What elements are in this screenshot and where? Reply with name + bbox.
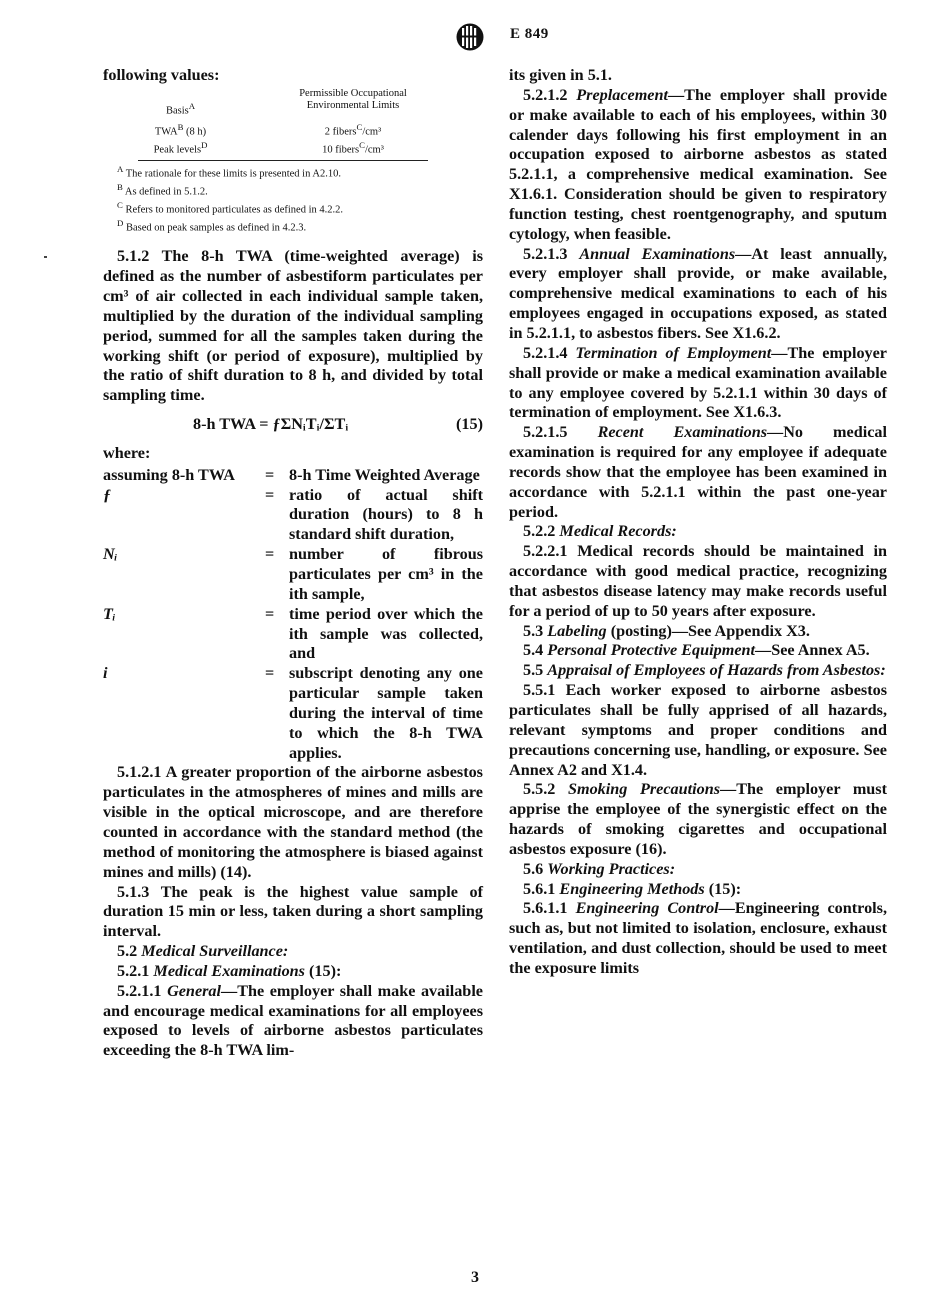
limits-table bbox=[103, 88, 483, 236]
definition-item: ƒ = ratio of actual shift duration (hours) to 8 h standard shift duration, bbox=[103, 485, 483, 544]
paragraph-5-2-1-5: 5.2.1.5 Recent Examinations—No medical examination is required for any employee if adequate records show that the employee has been examined in accordance with 5.2.1.1 within the past one-year period. bbox=[509, 423, 887, 521]
paragraph-5-1-2-1: 5.1.2.1 A greater proportion of the airborne asbestos particulates in the atmospheres of mines and mills are visible in the optical microscope, and are therefore counted in accordance with the standard method (the method of monitoring the atmosphere is biased against mines and mills) (14). bbox=[103, 763, 483, 881]
heading-5-5: 5.5 Appraisal of Employees of Hazards from Asbestos: bbox=[523, 661, 886, 680]
paragraph-5-2-1-1: 5.2.1.1 General—The employer shall make available and encourage medical examinations for all employees exposed to levels of airborne asbestos particulates exceeding the 8-h TWA lim- bbox=[103, 981, 483, 1060]
paragraph-5-3: 5.3 Labeling (posting)—See Appendix X3. bbox=[523, 621, 810, 640]
paragraph-5-5-1: 5.5.1 Each worker exposed to airborne asbestos particulates shall be fully apprised of all hazards, relevant symptoms and proper conditions and precautions concerning use, handling, or exposure. See Annex A2 and X1.4. bbox=[509, 681, 887, 779]
definitions-list bbox=[103, 466, 483, 764]
table-header-basis: Basis$^A$ bbox=[165, 100, 196, 117]
heading-5-2-2: 5.2.2 Medical Records: bbox=[523, 522, 677, 541]
heading-5-6: 5.6 Working Practices: bbox=[523, 859, 676, 878]
twa-formula bbox=[103, 406, 483, 444]
right-column bbox=[509, 66, 887, 979]
paragraph-5-2-1-3: 5.2.1.3 Annual Examinations—At least annually, every employer shall provide, or make available, comprehensive medical examinations to each of his employees engaged in occupations exposed, as stated in 5.2.1.1, to asbestos fibers. See X1.6.2. bbox=[509, 244, 887, 342]
definition-item: Nᵢ = number of fibrous particulates per cm³ in the ith sample, bbox=[103, 545, 483, 603]
table-row: $TWA^B$ (8 h) 2 fibers$^C$/cm³ bbox=[154, 122, 382, 138]
paragraph-5-2-1-2: 5.2.1.2 Preplacement—The employer shall provide or make available to each of his employees, within 30 calender days following his first employment in an occupation exposed to airborne asbestos as stated 5.2.1.1, a comprehensive medical examination. See X1.6.1. Consideration should be given to respiratory function testing, chest roentgenography, and sputum cytology, when feasible. bbox=[509, 85, 888, 243]
paragraph-5-2-1-4: 5.2.1.4 Termination of Employment—The employer shall provide or make a medical examination available to any employee covered by 5.2.1.1 within 30 days of termination of employment. See X1.6.3. bbox=[509, 343, 887, 422]
astm-logo-icon bbox=[455, 22, 485, 57]
standard-designation: E 849 bbox=[510, 26, 549, 42]
definition-item: assuming 8-h TWA = 8-h Time Weighted Average bbox=[103, 465, 480, 484]
table-header-limits: Permissible Occupational Environmental Limits bbox=[299, 87, 407, 111]
heading-5-2: 5.2 Medical Surveillance: bbox=[117, 942, 289, 961]
paragraph-5-1-3: 5.1.3 The peak is the highest value sample of duration 15 min or less, taken during a short sampling interval. bbox=[103, 882, 483, 941]
scan-speck bbox=[44, 256, 47, 258]
table-row: Peak levels$^D$ 10 fibers$^C$/cm³ bbox=[153, 139, 384, 156]
definition-item: Tᵢ = time period over which the ith sample was collected, and bbox=[103, 604, 483, 663]
formula-expression: 8-h TWA = ƒΣNᵢTᵢ/ΣTᵢ bbox=[193, 415, 349, 434]
heading-5-2-1: 5.2.1 Medical Examinations (15): bbox=[117, 961, 342, 980]
where-label: where: bbox=[103, 443, 151, 462]
table-divider bbox=[138, 160, 428, 161]
heading-5-6-1: 5.6.1 Engineering Methods (15): bbox=[523, 879, 742, 898]
paragraph-5-4: 5.4 Personal Protective Equipment—See Annex A5. bbox=[523, 641, 870, 660]
table-footnote: $^A$ The rationale for these limits is presented in A2.10. bbox=[117, 164, 341, 180]
table-footnote: $^B$ As defined in 5.1.2. bbox=[117, 182, 208, 198]
page-header bbox=[0, 22, 950, 52]
paragraph-5-5-2: 5.5.2 Smoking Precautions—The employer must apprise the employee of the synergistic effect on the hazards of smoking cigarettes and occupational asbestos exposure (16). bbox=[509, 780, 888, 858]
paragraph-5-2-2-1: 5.2.2.1 Medical records should be maintained in accordance with good medical practice, recognizing that asbestos disease latency may make records useful for a period of up to 50 years after exposure. bbox=[509, 542, 887, 620]
left-column bbox=[103, 66, 483, 1061]
intro-text: following values: bbox=[103, 66, 220, 84]
paragraph-5-6-1-1: 5.6.1.1 Engineering Control—Engineering controls, such as, but not limited to isolation, enclosure, exhaust ventilation, and dust collection, should be used to meet the exposure limits bbox=[509, 899, 888, 977]
table-header bbox=[103, 88, 483, 118]
paragraph-5-1-2: 5.1.2 The 8-h TWA (time-weighted average) is defined as the number of asbestiform particulates per cm³ of air collected in each individual sample taken, multiplied by the duration of the individual sampling period, summed for all the samples taken during the working shift (or period of exposure), multiplied by the ratio of shift duration to 8 h, and divided by total sampling time. bbox=[103, 247, 483, 405]
table-footnote: $^C$ Refers to monitored particulates as defined in 4.2.2. bbox=[117, 200, 343, 216]
page-number: 3 bbox=[471, 1269, 479, 1286]
formula-number: (15) bbox=[456, 415, 483, 434]
definition-item: i = subscript denoting any one particular sample taken during the interval of time to which the 8-h TWA applies. bbox=[103, 664, 483, 762]
continued-text: its given in 5.1. bbox=[509, 66, 612, 84]
table-footnote: $^D$ Based on peak samples as defined in 4.2.3. bbox=[117, 218, 307, 234]
